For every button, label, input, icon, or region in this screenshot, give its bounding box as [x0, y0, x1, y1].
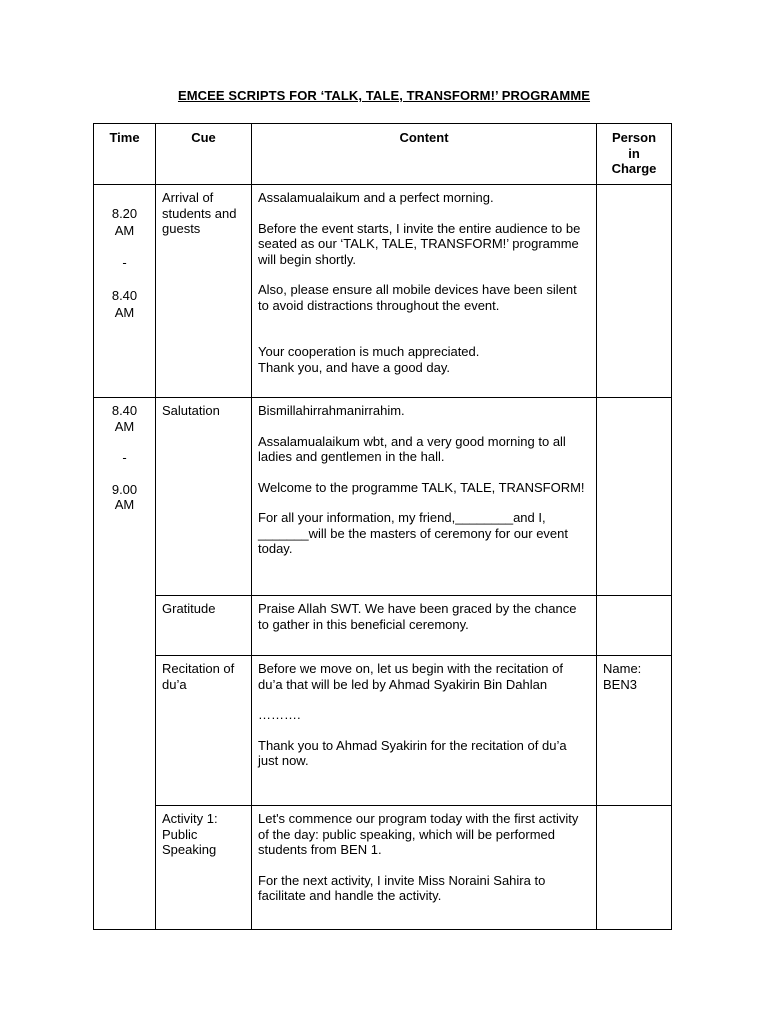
- cue-cell: Arrival of students and guests: [156, 185, 252, 398]
- cue-cell: Gratitude: [156, 596, 252, 656]
- cue-cell: Recitation of du’a: [156, 656, 252, 806]
- table-row: [94, 398, 672, 596]
- content-cell: [252, 806, 597, 930]
- table-header-row: [94, 124, 672, 185]
- person-cell: [597, 185, 672, 398]
- time-cell: [94, 398, 156, 930]
- time-value: AM: [114, 223, 135, 238]
- content-cell: [252, 656, 597, 806]
- time-value: 8.40: [111, 403, 138, 418]
- content-paragraph: Before we move on, let us begin with the recitation of du’a that will be led by Ahmad Syakirin Bin Dahlan: [258, 661, 563, 692]
- emcee-script-table: [93, 123, 672, 930]
- content-paragraph: Bismillahirrahmanirrahim.: [258, 403, 405, 418]
- table-row: [94, 656, 672, 806]
- page-title: EMCEE SCRIPTS FOR ‘TALK, TALE, TRANSFORM!’ PROGRAMME: [177, 88, 591, 103]
- content-paragraph: Before the event starts, I invite the entire audience to be seated as our ‘TALK, TALE, TRANSFORM!’ programme will begin shortly.: [258, 220, 581, 267]
- header-cue: Cue: [156, 124, 252, 185]
- content-paragraph: Assalamualaikum and a perfect morning.: [258, 190, 494, 205]
- content-paragraph: Thank you to Ahmad Syakirin for the recitation of du’a just now.: [258, 737, 567, 768]
- content-paragraph: For all your information, my friend,________and I, _______will be the masters of ceremony for our event today.: [258, 510, 569, 556]
- time-value: AM: [114, 418, 135, 434]
- time-value: AM: [114, 304, 135, 320]
- content-cell: [252, 398, 597, 596]
- person-cell: [597, 398, 672, 596]
- content-paragraph: [258, 344, 590, 375]
- header-person-in-charge: [597, 124, 672, 185]
- person-cell: [597, 596, 672, 656]
- header-time: Time: [94, 124, 156, 185]
- time-cell: [94, 185, 156, 398]
- time-dash: -: [122, 450, 127, 465]
- content-paragraph: Let's commence our program today with the first activity of the day: public speaking, which will be performed students from BEN 1.: [258, 811, 579, 857]
- content-paragraph: ……….: [258, 707, 301, 722]
- content-line: Your cooperation is much appreciated.: [258, 344, 480, 359]
- time-value: 9.00: [111, 481, 138, 497]
- content-paragraph: For the next activity, I invite Miss Noraini Sahira to facilitate and handle the activity.: [258, 872, 546, 903]
- cue-cell: Salutation: [156, 398, 252, 596]
- header-person-line: Person: [611, 130, 657, 145]
- header-content: Content: [252, 124, 597, 185]
- content-paragraph: Praise Allah SWT. We have been graced by the chance to gather in this beneficial ceremony.: [258, 601, 577, 632]
- content-cell: [252, 596, 597, 656]
- content-cell: [252, 185, 597, 398]
- table-row: [94, 596, 672, 656]
- header-person-line: in: [628, 145, 640, 161]
- table-row: [94, 806, 672, 930]
- content-paragraph: Also, please ensure all mobile devices have been silent to avoid distractions throughout the event.: [258, 282, 577, 313]
- time-dash: -: [122, 255, 127, 270]
- time-value: 8.40: [111, 287, 138, 303]
- person-cell: [597, 806, 672, 930]
- content-paragraph: Assalamualaikum wbt, and a very good morning to all ladies and gentlemen in the hall.: [258, 433, 566, 464]
- time-value: 8.20: [111, 206, 138, 221]
- person-cell: Name: BEN3: [597, 656, 672, 806]
- cue-cell: Activity 1: Public Speaking: [156, 806, 252, 930]
- content-line: Thank you, and have a good day.: [258, 359, 451, 375]
- header-person-line: Charge: [611, 161, 657, 176]
- table-row: [94, 185, 672, 398]
- time-value: AM: [114, 497, 135, 512]
- content-paragraph: Welcome to the programme TALK, TALE, TRANSFORM!: [258, 479, 585, 495]
